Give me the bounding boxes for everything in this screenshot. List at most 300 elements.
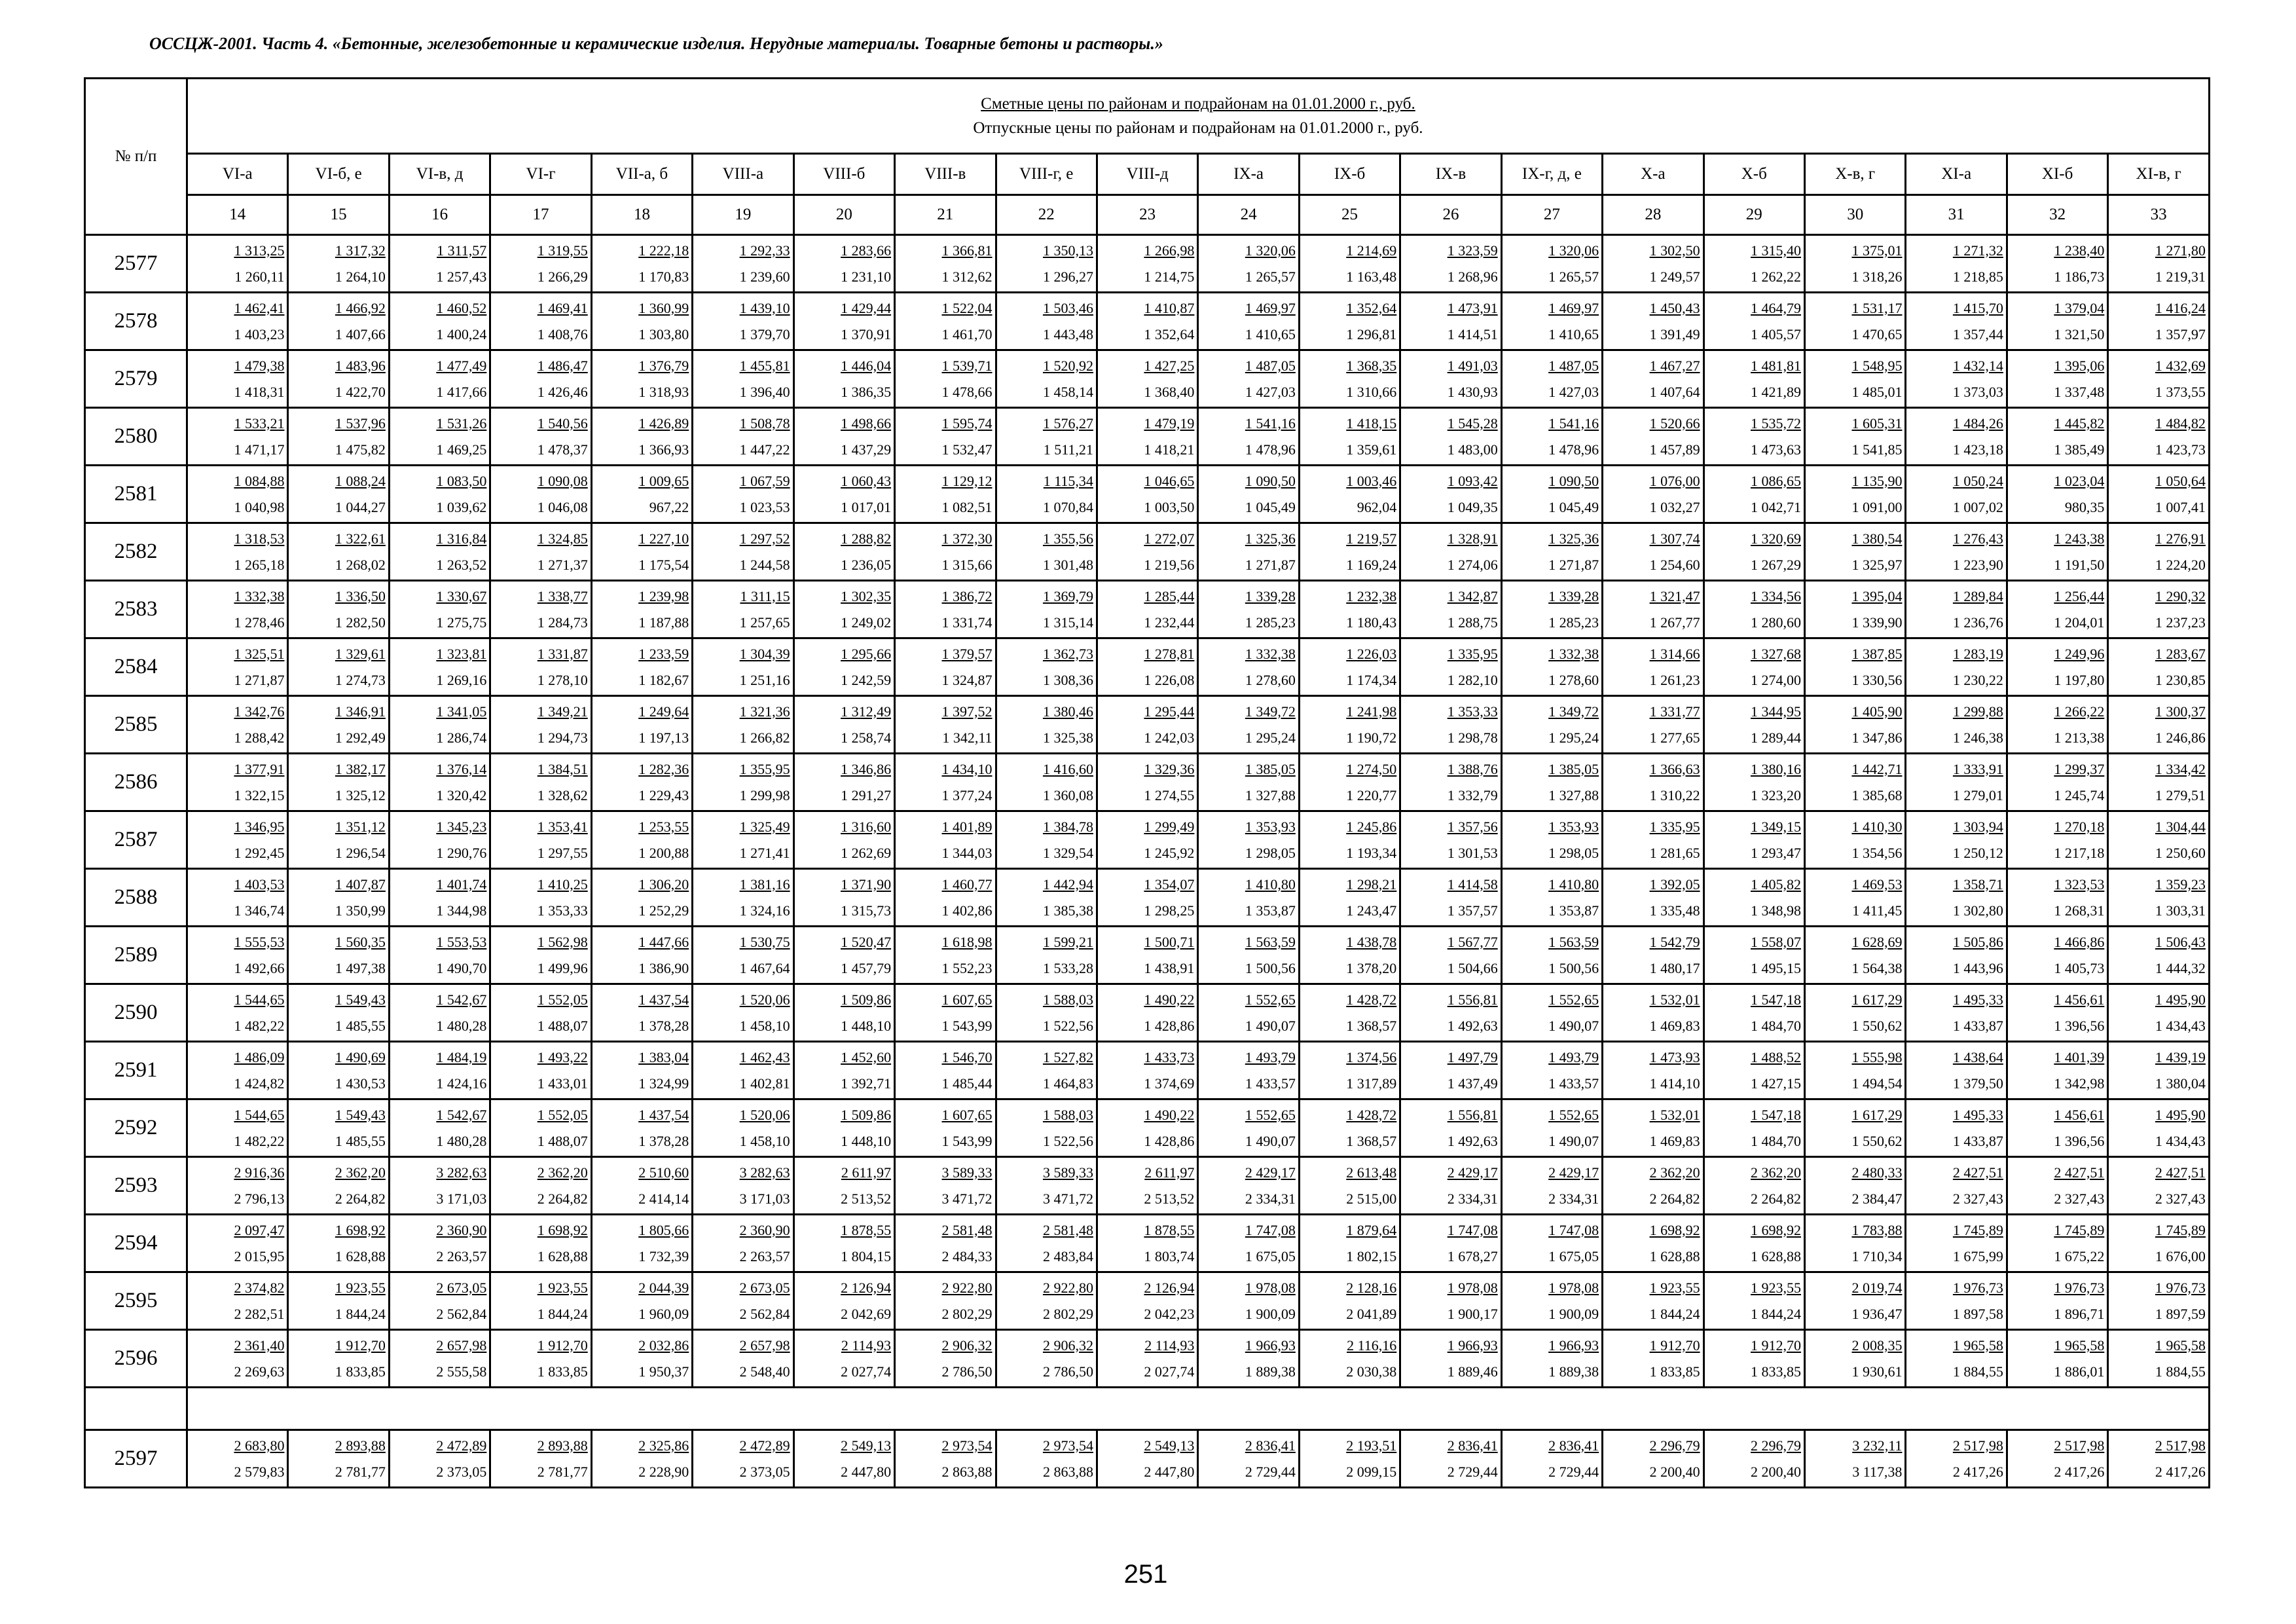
region-header: XI-в, г [2108, 154, 2210, 195]
price-cell [187, 235, 288, 293]
price-cell [895, 1430, 996, 1488]
price-cell [895, 1157, 996, 1215]
release-price: 1 418,21 [1144, 441, 1195, 458]
estimate-price: 2 673,05 [739, 1279, 790, 1296]
estimate-price: 1 488,52 [1751, 1048, 1801, 1065]
column-number: 23 [1097, 195, 1197, 235]
estimate-price: 1 541,16 [1245, 415, 1296, 432]
estimate-price: 1 271,80 [2155, 242, 2206, 259]
price-cell [996, 350, 1097, 408]
price-cell [1198, 696, 1299, 754]
region-header: VI-г [490, 154, 591, 195]
price-cell [1501, 293, 1602, 350]
release-price: 1 091,00 [1851, 498, 1903, 515]
estimate-price: 1 353,93 [1245, 818, 1296, 835]
release-price: 1 930,61 [1851, 1363, 1903, 1380]
estimate-price: 1 520,92 [1042, 357, 1093, 374]
release-price: 3 471,72 [1042, 1190, 1093, 1207]
release-price: 1 082,51 [941, 498, 993, 515]
release-price: 1 833,85 [335, 1363, 386, 1380]
estimate-price: 2 906,32 [1042, 1337, 1093, 1354]
estimate-price: 1 520,06 [739, 1106, 790, 1123]
release-price: 1 320,42 [436, 786, 487, 803]
estimate-price: 1 266,98 [1144, 242, 1195, 259]
empty-cell [187, 1388, 2210, 1430]
release-price: 1 257,43 [436, 268, 487, 285]
header-regions-row [85, 154, 2210, 195]
price-cell [793, 408, 894, 466]
estimate-price: 1 549,43 [335, 1106, 386, 1123]
release-price: 1 243,47 [1346, 902, 1397, 919]
price-cell [389, 1272, 490, 1330]
region-header: XI-б [2007, 154, 2107, 195]
price-cell [1704, 638, 1804, 696]
price-cell [793, 1430, 894, 1488]
estimate-price: 2 973,54 [1042, 1437, 1093, 1454]
estimate-price: 1 395,06 [2054, 357, 2105, 374]
release-price: 2 200,40 [1649, 1463, 1700, 1480]
estimate-price: 1 544,65 [234, 991, 285, 1008]
release-price: 3 117,38 [1852, 1463, 1903, 1480]
price-cell [1097, 1157, 1197, 1215]
price-cell [490, 235, 591, 293]
price-cell [591, 350, 692, 408]
estimate-price: 1 965,58 [2155, 1337, 2206, 1354]
price-cell [1198, 1215, 1299, 1272]
estimate-price: 1 473,91 [1447, 299, 1498, 316]
estimate-price: 2 581,48 [941, 1221, 993, 1238]
price-cell [591, 696, 692, 754]
price-cell [1501, 1099, 1602, 1157]
table-row [85, 638, 2210, 696]
estimate-price: 1 745,89 [2054, 1221, 2105, 1238]
release-price: 1 494,54 [1851, 1075, 1903, 1092]
price-cell [1704, 811, 1804, 869]
row-number: 2596 [85, 1330, 187, 1388]
release-price: 2 327,43 [2155, 1190, 2206, 1207]
estimate-price: 1 322,61 [335, 530, 386, 547]
estimate-price: 1 469,41 [537, 299, 588, 316]
estimate-price: 1 249,96 [2054, 645, 2105, 662]
estimate-price: 1 483,96 [335, 357, 386, 374]
release-price: 1 042,71 [1751, 498, 1801, 515]
price-cell [1603, 1157, 1704, 1215]
estimate-price: 1 342,87 [1447, 587, 1498, 604]
estimate-price: 1 382,17 [335, 760, 386, 777]
release-price: 1 368,57 [1346, 1132, 1397, 1149]
price-cell [1400, 408, 1501, 466]
release-price: 1 414,10 [1649, 1075, 1700, 1092]
price-cell [1704, 1099, 1804, 1157]
release-price: 1 274,55 [1144, 786, 1195, 803]
estimate-price: 1 486,09 [234, 1048, 285, 1065]
price-cell [591, 869, 692, 927]
price-cell [1805, 1157, 1906, 1215]
estimate-price: 2 429,17 [1447, 1164, 1498, 1181]
release-price: 1 469,83 [1649, 1017, 1700, 1034]
release-price: 1 469,83 [1649, 1132, 1700, 1149]
price-cell [1805, 869, 1906, 927]
estimate-price: 2 517,98 [2054, 1437, 2105, 1454]
price-cell [389, 1430, 490, 1488]
estimate-price: 1 076,00 [1649, 472, 1700, 489]
release-price: 2 417,26 [2155, 1463, 2206, 1480]
price-cell [1603, 927, 1704, 984]
price-cell [2007, 1042, 2107, 1099]
price-cell [1299, 1272, 1400, 1330]
price-cell [187, 350, 288, 408]
release-price: 1 675,99 [1952, 1247, 2003, 1264]
price-cell [591, 811, 692, 869]
estimate-price: 1 090,50 [1548, 472, 1599, 489]
estimate-price: 1 410,87 [1144, 299, 1195, 316]
release-price: 1 448,10 [841, 1017, 892, 1034]
price-cell [1097, 927, 1197, 984]
release-price: 1 522,56 [1042, 1132, 1093, 1149]
estimate-price: 2 916,36 [234, 1164, 285, 1181]
column-number: 29 [1704, 195, 1804, 235]
estimate-price: 1 487,05 [1245, 357, 1296, 374]
price-cell [895, 1042, 996, 1099]
release-price: 1 280,60 [1751, 614, 1801, 631]
price-cell [187, 581, 288, 638]
price-cell [1906, 927, 2007, 984]
price-cell [1400, 1272, 1501, 1330]
price-cell [1906, 1099, 2007, 1157]
estimate-price: 1 320,06 [1548, 242, 1599, 259]
estimate-price: 1 531,26 [436, 415, 487, 432]
price-cell [1704, 523, 1804, 581]
row-number: 2586 [85, 754, 187, 811]
release-price: 1 475,82 [335, 441, 386, 458]
release-price: 1 844,24 [1649, 1305, 1700, 1322]
release-price: 2 781,77 [335, 1463, 386, 1480]
price-cell [591, 927, 692, 984]
estimate-price: 1 086,65 [1751, 472, 1801, 489]
release-price: 1 402,81 [739, 1075, 790, 1092]
estimate-price: 1 227,10 [638, 530, 689, 547]
price-cell [1704, 927, 1804, 984]
release-price: 1 325,97 [1851, 556, 1903, 573]
price-cell [2007, 1430, 2107, 1488]
estimate-price: 1 530,75 [739, 933, 790, 950]
region-header: VII-а, б [591, 154, 692, 195]
release-price: 1 219,56 [1144, 556, 1195, 573]
release-price: 1 301,53 [1447, 844, 1498, 861]
estimate-price: 1 214,69 [1346, 242, 1397, 259]
price-cell [1198, 638, 1299, 696]
release-price: 2 373,05 [739, 1463, 790, 1480]
estimate-price: 1 588,03 [1042, 991, 1093, 1008]
release-price: 1 422,70 [335, 383, 386, 400]
price-cell [1906, 869, 2007, 927]
release-price: 1 346,74 [234, 902, 285, 919]
row-number: 2579 [85, 350, 187, 408]
estimate-price: 1 314,66 [1649, 645, 1700, 662]
release-price: 1 070,84 [1042, 498, 1093, 515]
release-price: 1 804,15 [841, 1247, 892, 1264]
estimate-price: 1 493,79 [1548, 1048, 1599, 1065]
price-cell [1299, 1215, 1400, 1272]
price-cell [996, 235, 1097, 293]
price-cell [1400, 754, 1501, 811]
price-cell [1906, 984, 2007, 1042]
estimate-price: 2 836,41 [1245, 1437, 1296, 1454]
estimate-price: 1 437,54 [638, 1106, 689, 1123]
price-cell [187, 754, 288, 811]
release-price: 1 484,70 [1751, 1017, 1801, 1034]
estimate-price: 1 469,53 [1851, 876, 1903, 893]
release-price: 2 484,33 [941, 1247, 993, 1264]
estimate-price: 1 401,39 [2054, 1048, 2105, 1065]
release-price: 1 251,16 [739, 671, 790, 688]
estimate-price: 1 473,93 [1649, 1048, 1700, 1065]
release-price: 1 040,98 [234, 498, 285, 515]
price-cell [2007, 1330, 2107, 1388]
release-price: 1 163,48 [1346, 268, 1397, 285]
estimate-price: 1 352,64 [1346, 299, 1397, 316]
estimate-price: 1 556,81 [1447, 1106, 1498, 1123]
release-price: 2 334,31 [1548, 1190, 1599, 1207]
price-cell [1603, 1330, 1704, 1388]
estimate-price: 1 372,30 [941, 530, 993, 547]
release-price: 2 041,89 [1346, 1305, 1397, 1322]
release-price: 1 710,34 [1851, 1247, 1903, 1264]
price-cell [591, 581, 692, 638]
release-price: 1 900,09 [1548, 1305, 1599, 1322]
row-number: 2580 [85, 408, 187, 466]
price-cell [793, 811, 894, 869]
price-cell [490, 408, 591, 466]
price-cell [389, 754, 490, 811]
price-cell [793, 293, 894, 350]
price-cell [1198, 1157, 1299, 1215]
release-price: 1 347,86 [1851, 729, 1903, 746]
release-price: 1 250,12 [1952, 844, 2003, 861]
estimate-price: 1 553,53 [436, 933, 487, 950]
price-cell [1097, 1272, 1197, 1330]
release-price: 1 250,60 [2155, 844, 2206, 861]
release-price: 1 897,59 [2155, 1305, 2206, 1322]
estimate-price: 1 338,77 [537, 587, 588, 604]
release-price: 1 262,69 [841, 844, 892, 861]
release-price: 1 426,46 [537, 383, 588, 400]
estimate-price: 1 966,93 [1447, 1337, 1498, 1354]
estimate-price: 1 429,44 [841, 299, 892, 316]
release-price: 2 483,84 [1042, 1247, 1093, 1264]
price-cell [895, 696, 996, 754]
estimate-price: 2 126,94 [841, 1279, 892, 1296]
estimate-price: 1 349,15 [1751, 818, 1801, 835]
price-cell [996, 581, 1097, 638]
release-price: 1 457,89 [1649, 441, 1700, 458]
release-price: 1 478,37 [537, 441, 588, 458]
estimate-price: 1 299,37 [2054, 760, 2105, 777]
release-price: 1 324,16 [739, 902, 790, 919]
estimate-price: 1 495,33 [1952, 1106, 2003, 1123]
price-cell [1603, 1042, 1704, 1099]
column-number: 24 [1198, 195, 1299, 235]
estimate-price: 1 878,55 [841, 1221, 892, 1238]
estimate-price: 1 552,65 [1548, 1106, 1599, 1123]
price-cell [1097, 581, 1197, 638]
row-number: 2578 [85, 293, 187, 350]
estimate-price: 1 315,40 [1751, 242, 1801, 259]
price-cell [187, 1099, 288, 1157]
estimate-price: 1 323,81 [436, 645, 487, 662]
release-price: 1 275,75 [436, 614, 487, 631]
release-price: 1 385,49 [2054, 441, 2105, 458]
price-cell [1805, 1330, 1906, 1388]
release-price: 1 490,07 [1548, 1017, 1599, 1034]
price-cell [1198, 754, 1299, 811]
estimate-price: 1 332,38 [1245, 645, 1296, 662]
release-price: 1 492,63 [1447, 1132, 1498, 1149]
release-price: 1 423,18 [1952, 441, 2003, 458]
estimate-price: 1 556,81 [1447, 991, 1498, 1008]
price-cell [490, 466, 591, 523]
estimate-price: 1 541,16 [1548, 415, 1599, 432]
price-cell [288, 754, 389, 811]
estimate-price: 1 009,65 [638, 472, 689, 489]
release-price: 1 359,61 [1346, 441, 1397, 458]
price-cell [187, 1157, 288, 1215]
release-price: 1 232,44 [1144, 614, 1195, 631]
release-price: 1 471,17 [234, 441, 285, 458]
price-cell [2007, 581, 2107, 638]
price-cell [1603, 696, 1704, 754]
price-cell [693, 927, 793, 984]
estimate-price: 1 456,61 [2054, 991, 2105, 1008]
estimate-price: 1 427,25 [1144, 357, 1195, 374]
estimate-price: 1 295,66 [841, 645, 892, 662]
release-price: 1 180,43 [1346, 614, 1397, 631]
price-cell [1805, 927, 1906, 984]
table-row [85, 293, 2210, 350]
release-price: 1 310,66 [1346, 383, 1397, 400]
estimate-price: 1 552,65 [1548, 991, 1599, 1008]
price-cell [1704, 984, 1804, 1042]
release-price: 1 342,98 [2054, 1075, 2105, 1092]
estimate-price: 1 532,01 [1649, 991, 1700, 1008]
release-price: 1 532,47 [941, 441, 993, 458]
release-price: 1 339,90 [1851, 614, 1903, 631]
release-price: 1 337,48 [2054, 383, 2105, 400]
estimate-price: 1 303,94 [1952, 818, 2003, 835]
estimate-price: 1 376,79 [638, 357, 689, 374]
estimate-price: 1 506,43 [2155, 933, 2206, 950]
estimate-price: 2 922,80 [1042, 1279, 1093, 1296]
estimate-price: 1 520,47 [841, 933, 892, 950]
price-cell [591, 293, 692, 350]
column-number: 31 [1906, 195, 2007, 235]
estimate-price: 1 533,21 [234, 415, 285, 432]
price-cell [1603, 350, 1704, 408]
table-row [85, 1157, 2210, 1215]
price-cell [2108, 1330, 2210, 1388]
release-price: 1 290,76 [436, 844, 487, 861]
estimate-price: 2 549,13 [841, 1437, 892, 1454]
price-cell [490, 1042, 591, 1099]
estimate-price: 2 126,94 [1144, 1279, 1195, 1296]
estimate-price: 2 296,79 [1649, 1437, 1700, 1454]
estimate-price: 3 282,63 [739, 1164, 790, 1181]
estimate-price: 1 567,77 [1447, 933, 1498, 950]
release-price: 1 274,73 [335, 671, 386, 688]
price-cell [1400, 811, 1501, 869]
price-cell [187, 1215, 288, 1272]
estimate-price: 1 438,78 [1346, 933, 1397, 950]
release-price: 967,22 [649, 498, 689, 515]
release-price: 1 218,85 [1952, 268, 2003, 285]
release-price: 1 418,31 [234, 383, 285, 400]
release-price: 3 171,03 [739, 1190, 790, 1207]
release-price: 1 263,52 [436, 556, 487, 573]
price-cell [1299, 811, 1400, 869]
release-price: 1 500,56 [1245, 959, 1296, 976]
release-price: 1 254,60 [1649, 556, 1700, 573]
price-cell [288, 811, 389, 869]
price-cell [1501, 1272, 1602, 1330]
price-cell [1704, 754, 1804, 811]
estimate-price: 1 912,70 [537, 1337, 588, 1354]
price-cell [1198, 1272, 1299, 1330]
release-price: 1 833,85 [1649, 1363, 1700, 1380]
release-price: 1 299,98 [739, 786, 790, 803]
release-price: 1 421,89 [1751, 383, 1801, 400]
price-cell [490, 293, 591, 350]
estimate-price: 1 329,61 [335, 645, 386, 662]
release-price: 1 217,18 [2054, 844, 2105, 861]
price-cell [793, 984, 894, 1042]
price-cell [1501, 984, 1602, 1042]
estimate-price: 1 325,36 [1548, 530, 1599, 547]
estimate-price: 1 271,32 [1952, 242, 2003, 259]
price-cell [793, 1157, 894, 1215]
release-price: 1 023,53 [739, 498, 790, 515]
release-price: 1 174,34 [1346, 671, 1397, 688]
estimate-price: 1 605,31 [1851, 415, 1903, 432]
estimate-price: 1 274,50 [1346, 760, 1397, 777]
release-price: 1 335,48 [1649, 902, 1700, 919]
price-cell [1906, 293, 2007, 350]
release-price: 1 889,46 [1447, 1363, 1498, 1380]
estimate-price: 1 508,78 [739, 415, 790, 432]
estimate-price: 1 332,38 [234, 587, 285, 604]
estimate-price: 1 318,53 [234, 530, 285, 547]
release-price: 1 289,44 [1751, 729, 1801, 746]
estimate-price: 1 385,05 [1548, 760, 1599, 777]
price-cell [591, 1430, 692, 1488]
estimate-price: 2 019,74 [1851, 1279, 1903, 1296]
release-price: 1 483,00 [1447, 441, 1498, 458]
price-cell [1299, 1430, 1400, 1488]
price-cell [288, 523, 389, 581]
price-cell [288, 293, 389, 350]
release-price: 1 264,10 [335, 268, 386, 285]
release-price: 2 513,52 [1144, 1190, 1195, 1207]
price-cell [389, 984, 490, 1042]
estimate-price: 1 359,23 [2155, 876, 2206, 893]
release-price: 1 175,54 [638, 556, 689, 573]
price-cell [996, 638, 1097, 696]
estimate-price: 1 060,43 [841, 472, 892, 489]
estimate-price: 1 307,74 [1649, 530, 1700, 547]
estimate-price: 1 288,82 [841, 530, 892, 547]
estimate-price: 1 346,95 [234, 818, 285, 835]
release-price: 1 380,04 [2155, 1075, 2206, 1092]
price-cell [895, 1099, 996, 1157]
